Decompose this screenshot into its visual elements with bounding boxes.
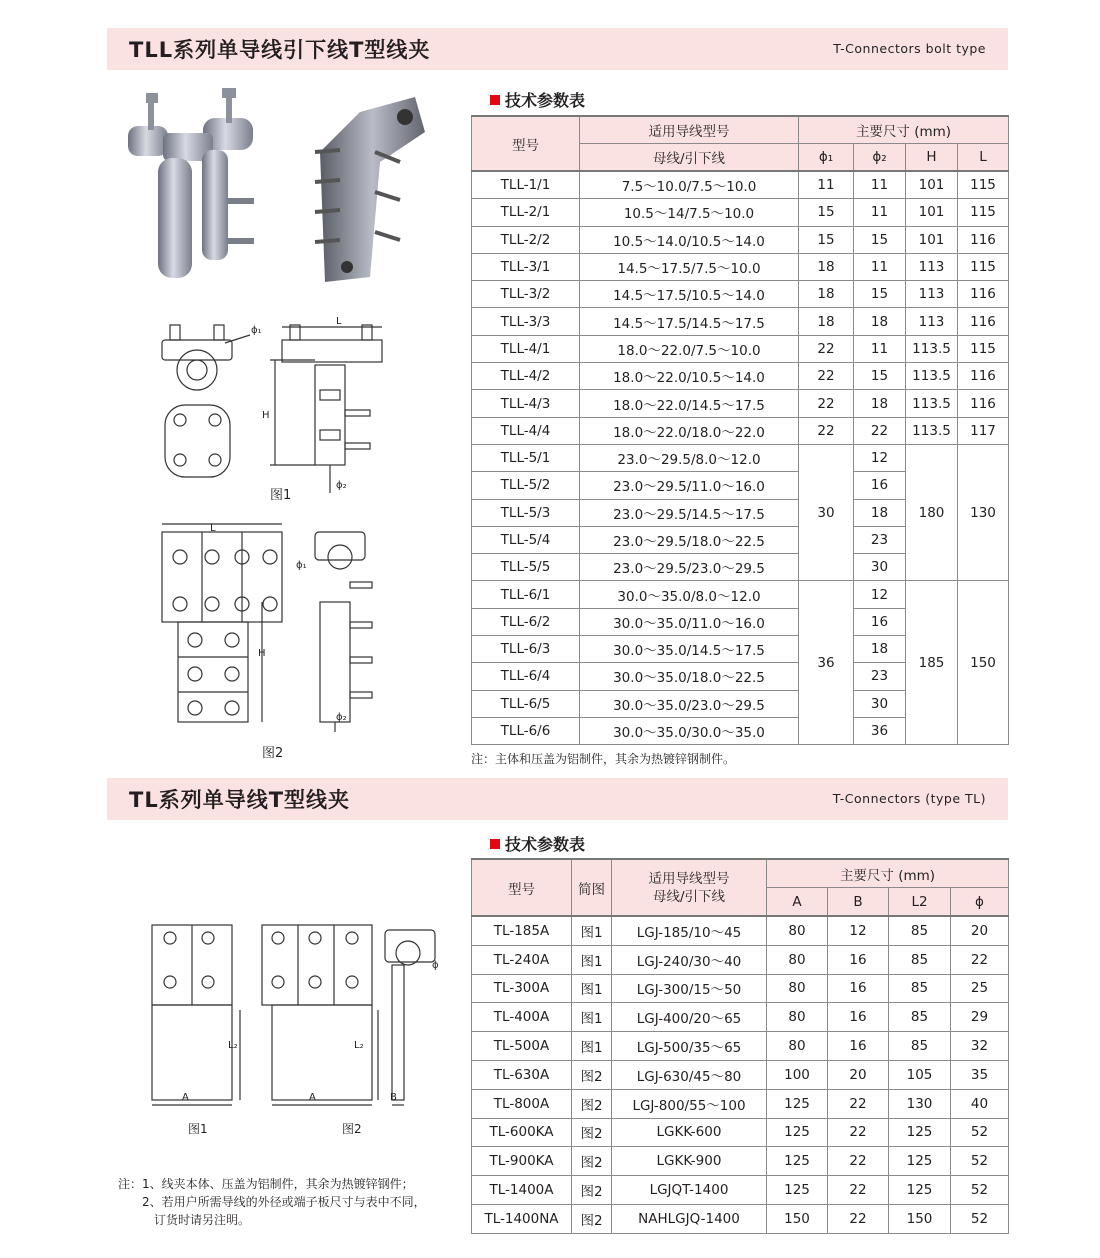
cell-conductor: 18.0～22.0/14.5～17.5: [580, 390, 799, 417]
tl-figure-drawings: [140, 915, 450, 1115]
tll-dim-l1: L: [336, 316, 342, 327]
cell-conductor: LGJ-300/15～50: [612, 974, 767, 1003]
cell-phi2: 18: [854, 636, 906, 663]
cell-model: TL-240A: [472, 945, 572, 974]
cell-b: 22: [828, 1147, 889, 1176]
cell-conductor: 23.0～29.5/14.5～17.5: [580, 499, 799, 526]
section1-header: [107, 28, 1008, 70]
cell-model: TLL-4/1: [472, 335, 580, 362]
tll-spec-table: [471, 115, 1009, 745]
cell-phi: 22: [951, 945, 1009, 974]
cell-phi: 52: [951, 1118, 1009, 1147]
table-row: [472, 308, 1009, 335]
table-row: [472, 1176, 1009, 1205]
cell-b: 22: [828, 1089, 889, 1118]
cell-fig: 图2: [572, 1147, 612, 1176]
cell-phi2: 12: [854, 444, 906, 471]
cell-phi: 25: [951, 974, 1009, 1003]
cell-a: 125: [767, 1176, 828, 1205]
cell-phi2: 18: [854, 390, 906, 417]
cell-l: 116: [958, 281, 1009, 308]
cell-conductor: 18.0～22.0/18.0～22.0: [580, 417, 799, 444]
cell-phi2: 11: [854, 335, 906, 362]
tll-dim-h1: H: [262, 410, 270, 421]
tll-dim-phi2: ϕ₂: [336, 480, 347, 491]
cell-h: 180: [906, 444, 958, 580]
table-row: [472, 417, 1009, 444]
section1-table-title-text: 技术参数表: [505, 91, 586, 110]
cell-model: TLL-3/2: [472, 281, 580, 308]
section1-subtitle-en: T-Connectors bolt type: [833, 41, 986, 56]
cell-phi1: 15: [799, 226, 854, 253]
cell-l: 117: [958, 417, 1009, 444]
cell-h: 113.5: [906, 390, 958, 417]
section2-note-line-1: 注：1、线夹本体、压盖为铝制件，其余为热镀锌钢件；: [118, 1177, 414, 1191]
tl-spec-table: [471, 858, 1009, 1234]
table-row: [472, 226, 1009, 253]
cell-model: TL-1400A: [472, 1176, 572, 1205]
section2-note-line-2: 2、若用户所需导线的外径或端子板尺寸与表中不同，: [118, 1195, 426, 1209]
cell-model: TLL-6/1: [472, 581, 580, 608]
cell-l: 116: [958, 363, 1009, 390]
cell-l: 115: [958, 199, 1009, 226]
product-photo-clamp-2: [305, 92, 440, 287]
th-phi1: ϕ₁: [799, 144, 854, 172]
cell-phi2: 15: [854, 226, 906, 253]
cell-conductor: LGJ-800/55～100: [612, 1089, 767, 1118]
th-h: H: [906, 144, 958, 172]
cell-l2: 130: [889, 1089, 951, 1118]
th2-conductor-text: 适用导线型号: [648, 870, 730, 887]
th2-fig: 简图: [572, 859, 612, 916]
cell-conductor: 14.5～17.5/7.5～10.0: [580, 253, 799, 280]
cell-l: 115: [958, 171, 1009, 199]
cell-h: 101: [906, 171, 958, 199]
cell-model: TL-185A: [472, 916, 572, 945]
cell-h: 113.5: [906, 363, 958, 390]
th2-l2: L2: [889, 888, 951, 917]
cell-model: TL-400A: [472, 1003, 572, 1032]
cell-l: 116: [958, 226, 1009, 253]
cell-phi1: 15: [799, 199, 854, 226]
th2-model: 型号: [472, 859, 572, 916]
cell-a: 150: [767, 1204, 828, 1233]
cell-l2: 125: [889, 1176, 951, 1205]
cell-conductor: 7.5～10.0/7.5～10.0: [580, 171, 799, 199]
th2-conductor: [612, 859, 767, 916]
cell-phi2: 23: [854, 526, 906, 553]
section2-title: TL系列单导线T型线夹: [129, 788, 351, 812]
cell-l: 115: [958, 335, 1009, 362]
th-phi2: ϕ₂: [854, 144, 906, 172]
cell-phi2: 11: [854, 253, 906, 280]
section2-subtitle-en: T-Connectors (type TL): [832, 791, 986, 806]
table-row: [472, 199, 1009, 226]
cell-phi2: 11: [854, 171, 906, 199]
cell-conductor: 30.0～35.0/18.0～22.5: [580, 663, 799, 690]
th2-phi: ϕ: [951, 888, 1009, 917]
table-row: [472, 363, 1009, 390]
cell-phi2: 30: [854, 554, 906, 581]
cell-model: TLL-4/4: [472, 417, 580, 444]
cell-phi1: 22: [799, 390, 854, 417]
cell-phi2: 18: [854, 308, 906, 335]
th-dims: 主要尺寸 (mm): [799, 116, 1009, 144]
tl-dim-l2-2: L₂: [354, 1040, 364, 1051]
tll-dim-phi1-b: ϕ₁: [296, 560, 307, 571]
table-row: [472, 1003, 1009, 1032]
cell-phi1: 36: [799, 581, 854, 745]
cell-b: 12: [828, 916, 889, 945]
cell-fig: 图2: [572, 1089, 612, 1118]
cell-phi1: 18: [799, 281, 854, 308]
th-conductor: 适用导线型号: [580, 116, 799, 144]
th-l: L: [958, 144, 1009, 172]
table-row: [472, 335, 1009, 362]
cell-conductor: LGJ-400/20～65: [612, 1003, 767, 1032]
cell-l: 130: [958, 444, 1009, 580]
cell-phi1: 11: [799, 171, 854, 199]
cell-conductor: 23.0～29.5/8.0～12.0: [580, 444, 799, 471]
cell-fig: 图2: [572, 1060, 612, 1089]
cell-l: 115: [958, 253, 1009, 280]
table-row: [472, 390, 1009, 417]
cell-model: TLL-1/1: [472, 171, 580, 199]
cell-l2: 105: [889, 1060, 951, 1089]
cell-b: 16: [828, 1032, 889, 1061]
th-conductor-sub: 母线/引下线: [580, 144, 799, 172]
cell-model: TLL-3/3: [472, 308, 580, 335]
th2-a: A: [767, 888, 828, 917]
cell-conductor: 23.0～29.5/18.0～22.5: [580, 526, 799, 553]
cell-a: 125: [767, 1147, 828, 1176]
cell-conductor: 30.0～35.0/23.0～29.5: [580, 690, 799, 717]
cell-model: TLL-5/1: [472, 444, 580, 471]
cell-h: 185: [906, 581, 958, 745]
tll-dim-l2: L: [210, 523, 216, 534]
tl-dim-a1: A: [182, 1092, 189, 1103]
cell-fig: 图1: [572, 1003, 612, 1032]
red-square-icon-2: [490, 839, 500, 849]
cell-conductor: 23.0～29.5/23.0～29.5: [580, 554, 799, 581]
cell-model: TLL-4/3: [472, 390, 580, 417]
cell-b: 20: [828, 1060, 889, 1089]
cell-model: TLL-6/2: [472, 608, 580, 635]
cell-conductor: 18.0～22.0/7.5～10.0: [580, 335, 799, 362]
cell-model: TL-1400NA: [472, 1204, 572, 1233]
cell-fig: 图1: [572, 945, 612, 974]
cell-a: 80: [767, 1032, 828, 1061]
cell-model: TLL-6/5: [472, 690, 580, 717]
cell-phi2: 15: [854, 363, 906, 390]
section1-title: TLL系列单导线引下线T型线夹: [129, 38, 431, 62]
cell-b: 16: [828, 1003, 889, 1032]
cell-phi2: 16: [854, 608, 906, 635]
cell-fig: 图2: [572, 1204, 612, 1233]
cell-a: 80: [767, 916, 828, 945]
cell-phi2: 36: [854, 717, 906, 744]
cell-phi: 20: [951, 916, 1009, 945]
cell-phi2: 16: [854, 472, 906, 499]
cell-b: 16: [828, 945, 889, 974]
tl-dim-b: B: [390, 1092, 397, 1103]
section2-header: [107, 778, 1008, 820]
table-row: [472, 974, 1009, 1003]
cell-l2: 85: [889, 1003, 951, 1032]
section2-table-title: [490, 832, 585, 855]
cell-model: TLL-6/4: [472, 663, 580, 690]
table-row: [472, 1060, 1009, 1089]
cell-model: TLL-6/3: [472, 636, 580, 663]
cell-h: 113.5: [906, 417, 958, 444]
cell-phi1: 18: [799, 253, 854, 280]
section2-note: [118, 1175, 426, 1229]
section2-table-title-text: 技术参数表: [505, 835, 586, 854]
cell-conductor: LGJ-240/30～40: [612, 945, 767, 974]
cell-h: 113: [906, 253, 958, 280]
th2-b: B: [828, 888, 889, 917]
cell-fig: 图1: [572, 916, 612, 945]
cell-h: 101: [906, 226, 958, 253]
tll-fig2-caption: 图2: [262, 746, 284, 761]
table-row: [472, 253, 1009, 280]
cell-phi: 32: [951, 1032, 1009, 1061]
cell-h: 113: [906, 281, 958, 308]
tll-figure-1-drawing: [150, 315, 390, 500]
cell-conductor: 23.0～29.5/11.0～16.0: [580, 472, 799, 499]
cell-conductor: 30.0～35.0/11.0～16.0: [580, 608, 799, 635]
cell-fig: 图2: [572, 1118, 612, 1147]
tl-fig1-caption: 图1: [188, 1122, 208, 1136]
cell-b: 16: [828, 974, 889, 1003]
section1-note: 注：主体和压盖为铝制件，其余为热镀锌钢制件。: [471, 752, 736, 766]
cell-phi1: 18: [799, 308, 854, 335]
cell-model: TL-900KA: [472, 1147, 572, 1176]
cell-phi2: 12: [854, 581, 906, 608]
cell-b: 22: [828, 1176, 889, 1205]
cell-phi: 29: [951, 1003, 1009, 1032]
cell-conductor: LGJ-185/10～45: [612, 916, 767, 945]
table-row: [472, 1204, 1009, 1233]
cell-l2: 85: [889, 916, 951, 945]
cell-model: TLL-5/3: [472, 499, 580, 526]
red-square-icon: [490, 95, 500, 105]
table-row: [472, 1147, 1009, 1176]
cell-fig: 图2: [572, 1176, 612, 1205]
cell-model: TLL-6/6: [472, 717, 580, 744]
table-row: [472, 1089, 1009, 1118]
cell-l2: 125: [889, 1118, 951, 1147]
cell-phi2: 15: [854, 281, 906, 308]
cell-phi2: 23: [854, 663, 906, 690]
cell-model: TL-300A: [472, 974, 572, 1003]
cell-phi: 52: [951, 1204, 1009, 1233]
cell-b: 22: [828, 1204, 889, 1233]
cell-phi1: 22: [799, 417, 854, 444]
tll-dim-phi2-b: ϕ₂: [336, 712, 347, 723]
cell-conductor: NAHLGJQ-1400: [612, 1204, 767, 1233]
cell-phi: 52: [951, 1176, 1009, 1205]
cell-conductor: 10.5～14/7.5～10.0: [580, 199, 799, 226]
cell-conductor: 14.5～17.5/10.5～14.0: [580, 281, 799, 308]
cell-conductor: LGKK-900: [612, 1147, 767, 1176]
cell-l: 150: [958, 581, 1009, 745]
section2-note-line-3: 订货时请另注明。: [118, 1213, 251, 1227]
cell-a: 80: [767, 945, 828, 974]
cell-model: TLL-2/2: [472, 226, 580, 253]
cell-phi2: 30: [854, 690, 906, 717]
section1-table-title: [490, 88, 585, 111]
cell-conductor: LGJ-500/35～65: [612, 1032, 767, 1061]
cell-l2: 150: [889, 1204, 951, 1233]
cell-a: 80: [767, 1003, 828, 1032]
cell-model: TLL-4/2: [472, 363, 580, 390]
cell-conductor: LGKK-600: [612, 1118, 767, 1147]
cell-h: 113.5: [906, 335, 958, 362]
th-model: 型号: [472, 116, 580, 171]
cell-conductor: 10.5～14.0/10.5～14.0: [580, 226, 799, 253]
table-row: [472, 444, 1009, 471]
tl-dim-a2: A: [309, 1092, 316, 1103]
cell-model: TLL-2/1: [472, 199, 580, 226]
tll-fig1-caption: 图1: [270, 488, 292, 503]
cell-phi1: 22: [799, 335, 854, 362]
cell-fig: 图1: [572, 974, 612, 1003]
tl-fig2-caption: 图2: [342, 1122, 362, 1136]
cell-model: TL-630A: [472, 1060, 572, 1089]
cell-l2: 85: [889, 1032, 951, 1061]
cell-model: TL-500A: [472, 1032, 572, 1061]
tll-figure-2-drawing: [150, 522, 390, 737]
cell-l2: 85: [889, 945, 951, 974]
cell-l2: 125: [889, 1147, 951, 1176]
cell-conductor: LGJ-630/45～80: [612, 1060, 767, 1089]
cell-model: TLL-5/2: [472, 472, 580, 499]
cell-conductor: 14.5～17.5/14.5～17.5: [580, 308, 799, 335]
table-row: [472, 916, 1009, 945]
table-row: [472, 581, 1009, 608]
cell-phi: 35: [951, 1060, 1009, 1089]
cell-b: 22: [828, 1118, 889, 1147]
cell-phi2: 18: [854, 499, 906, 526]
cell-model: TLL-5/5: [472, 554, 580, 581]
tl-dim-l2-1: L₂: [228, 1040, 238, 1051]
cell-phi1: 22: [799, 363, 854, 390]
cell-l2: 85: [889, 974, 951, 1003]
cell-phi: 40: [951, 1089, 1009, 1118]
tll-dim-h2: H: [258, 648, 266, 659]
cell-phi2: 11: [854, 199, 906, 226]
cell-model: TLL-3/1: [472, 253, 580, 280]
table-row: [472, 171, 1009, 199]
table-row: [472, 1118, 1009, 1147]
cell-model: TL-800A: [472, 1089, 572, 1118]
table-row: [472, 1032, 1009, 1061]
cell-conductor: LGJQT-1400: [612, 1176, 767, 1205]
cell-a: 100: [767, 1060, 828, 1089]
cell-l: 116: [958, 390, 1009, 417]
table-row: [472, 945, 1009, 974]
th2-conductor-sub: 母线/引下线: [652, 888, 726, 905]
tll-dim-phi1: ϕ₁: [251, 325, 262, 336]
cell-l: 116: [958, 308, 1009, 335]
cell-a: 125: [767, 1089, 828, 1118]
cell-conductor: 30.0～35.0/8.0～12.0: [580, 581, 799, 608]
cell-phi2: 22: [854, 417, 906, 444]
th2-dims: 主要尺寸 (mm): [767, 859, 1009, 888]
cell-h: 101: [906, 199, 958, 226]
cell-model: TLL-5/4: [472, 526, 580, 553]
cell-phi: 52: [951, 1147, 1009, 1176]
cell-h: 113: [906, 308, 958, 335]
cell-conductor: 30.0～35.0/14.5～17.5: [580, 636, 799, 663]
tl-dim-phi: ϕ: [432, 960, 439, 971]
product-photo-clamp-1: [118, 88, 278, 288]
cell-model: TL-600KA: [472, 1118, 572, 1147]
cell-conductor: 18.0～22.0/10.5～14.0: [580, 363, 799, 390]
cell-a: 80: [767, 974, 828, 1003]
cell-a: 125: [767, 1118, 828, 1147]
cell-fig: 图1: [572, 1032, 612, 1061]
table-row: [472, 281, 1009, 308]
cell-conductor: 30.0～35.0/30.0～35.0: [580, 717, 799, 744]
cell-phi1: 30: [799, 444, 854, 580]
